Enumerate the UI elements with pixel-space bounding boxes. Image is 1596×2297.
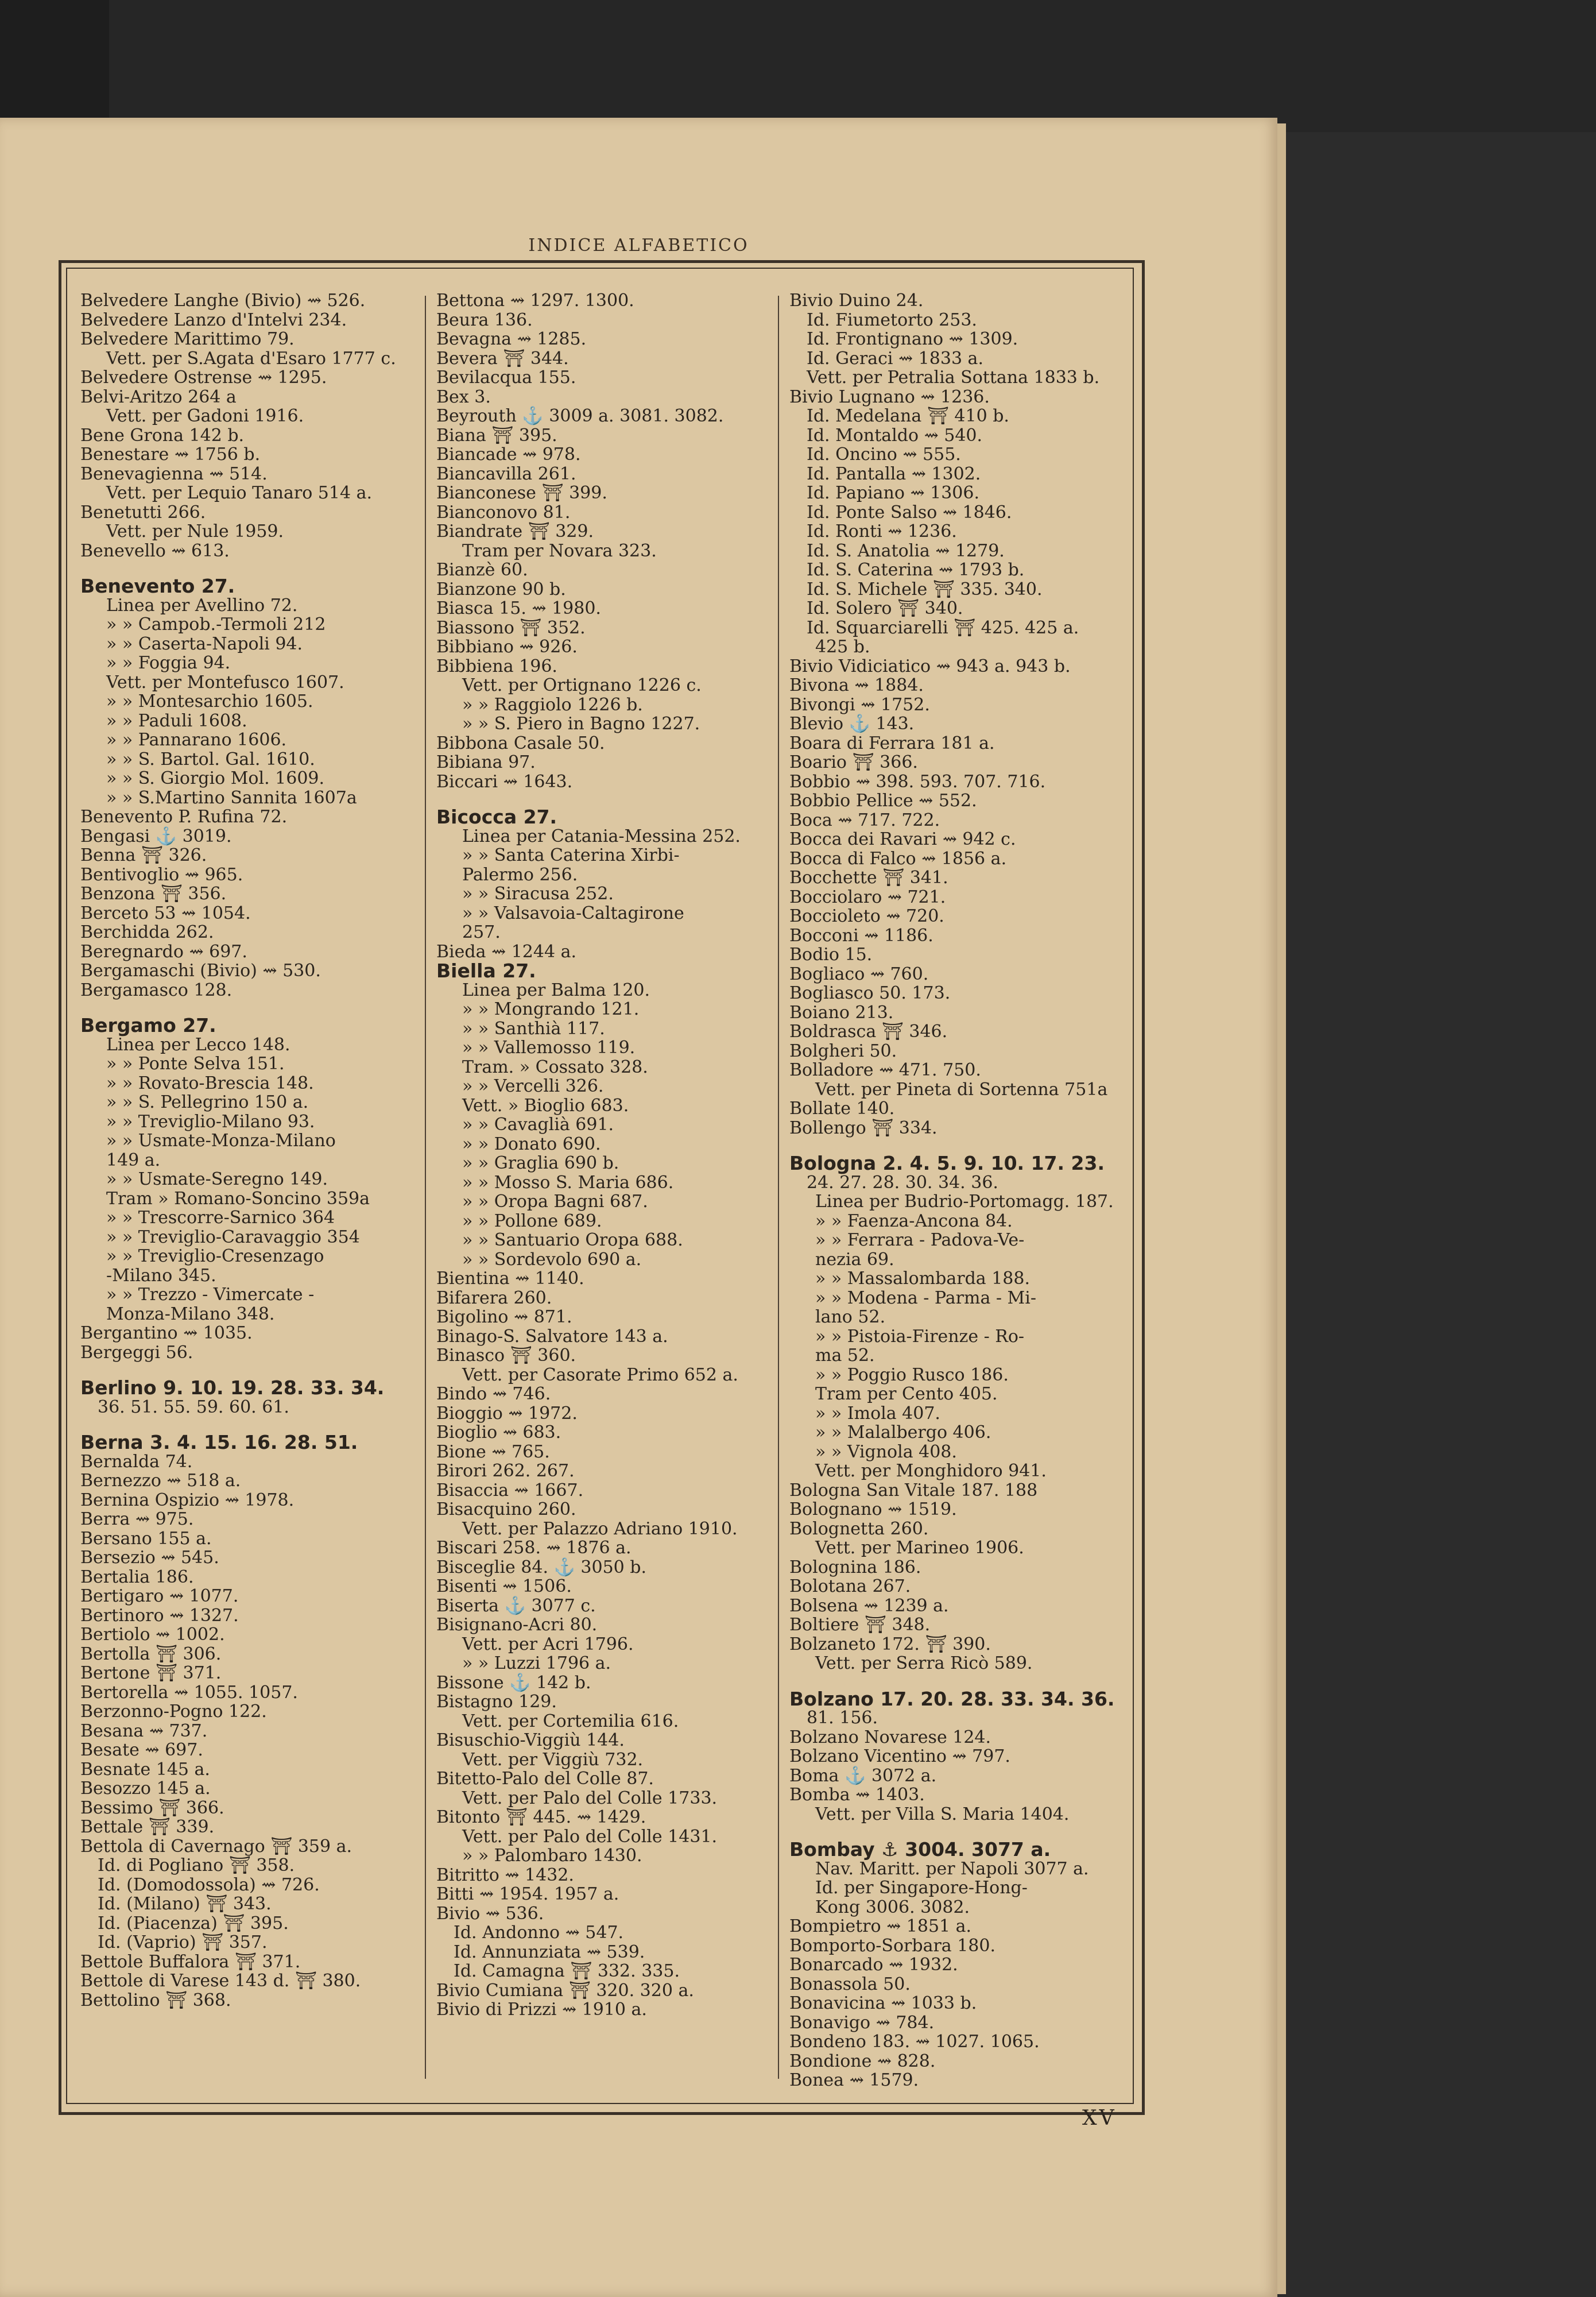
index-entry: Id. di Pogliano ⛩ 358. — [98, 1855, 295, 1876]
index-entry: » » Raggiolo 1226 b. — [462, 694, 643, 715]
index-entry: 425 b. — [815, 637, 870, 657]
index-entry: Boccioleto ⇝ 720. — [789, 906, 944, 926]
index-entry: Bifarera 260. — [436, 1287, 552, 1308]
index-entry: Bettolino ⛩ 368. — [80, 1990, 231, 2010]
index-entry: Bioggio ⇝ 1972. — [436, 1403, 578, 1424]
index-entry: Boara di Ferrara 181 a. — [789, 733, 995, 753]
index-entry: Besnate 145 a. — [80, 1759, 210, 1780]
index-entry: » » S.Martino Sannita 1607a — [106, 787, 357, 808]
index-entry: » » Trezzo - Vimercate - — [106, 1285, 315, 1305]
index-entry: Benna ⛩ 326. — [80, 845, 207, 865]
index-entry: lano 52. — [815, 1307, 886, 1327]
index-entry: Bocca dei Ravari ⇝ 942 c. — [789, 829, 1016, 849]
index-entry: Id. Solero ⛩ 340. — [807, 598, 963, 618]
page-number: XV — [1082, 2106, 1117, 2130]
index-entry: Vett. per Palo del Colle 1431. — [462, 1826, 718, 1847]
index-entry: Bertolla ⛩ 306. — [80, 1644, 222, 1664]
index-entry: Biancade ⇝ 978. — [436, 444, 581, 465]
index-entry: Benzona ⛩ 356. — [80, 884, 227, 904]
index-entry: -Milano 345. — [106, 1265, 216, 1286]
index-entry: Berzonno-Pogno 122. — [80, 1702, 267, 1722]
index-entry: Binago-S. Salvatore 143 a. — [436, 1326, 668, 1347]
index-entry: Bisenti ⇝ 1506. — [436, 1576, 572, 1596]
index-entry: Id. Oncino ⇝ 555. — [807, 444, 961, 465]
index-entry: Berra ⇝ 975. — [80, 1509, 194, 1529]
index-entry: Boma ⚓ 3072 a. — [789, 1765, 937, 1786]
index-entry: Vett. per Pineta di Sortenna 751a — [815, 1079, 1108, 1100]
index-entry: Bettola di Cavernago ⛩ 359 a. — [80, 1836, 352, 1857]
index-entry: Biccari ⇝ 1643. — [436, 771, 573, 792]
index-entry: Bodio 15. — [789, 945, 873, 965]
index-entry: 81. 156. — [807, 1708, 878, 1728]
index-entry: » » Cavaglià 691. — [462, 1115, 614, 1135]
index-entry: Bertinoro ⇝ 1327. — [80, 1605, 239, 1626]
index-entry: Bibiana 97. — [436, 752, 536, 772]
index-entry: » » Poggio Rusco 186. — [815, 1364, 1009, 1385]
index-entry: Bolognano ⇝ 1519. — [789, 1499, 957, 1519]
index-entry: Id. (Domodossola) ⇝ 726. — [98, 1874, 320, 1895]
index-entry: Vett. per Palo del Colle 1733. — [462, 1788, 718, 1808]
index-entry: Biassono ⛩ 352. — [436, 617, 586, 638]
index-entry: Id. (Milano) ⛩ 343. — [98, 1894, 272, 1914]
index-entry: Linea per Lecco 148. — [106, 1034, 290, 1055]
index-entry: Besozzo 145 a. — [80, 1778, 211, 1799]
index-entry: Berceto 53 ⇝ 1054. — [80, 903, 251, 923]
index-entry: Id. Pantalla ⇝ 1302. — [807, 463, 981, 484]
index-entry: Bitetto-Palo del Colle 87. — [436, 1769, 654, 1789]
index-entry: » » Siracusa 252. — [462, 884, 614, 904]
index-entry: Bitti ⇝ 1954. 1957 a. — [436, 1884, 619, 1904]
index-entry: Id. (Vaprio) ⛩ 357. — [98, 1932, 268, 1952]
index-entry: » » Mongrando 121. — [462, 999, 640, 1019]
index-entry: Bergeggi 56. — [80, 1342, 193, 1363]
index-entry: Bobbio Pellice ⇝ 552. — [789, 791, 977, 811]
index-entry: Vett. per Monghidoro 941. — [815, 1461, 1047, 1481]
index-entry: Tram. » Cossato 328. — [462, 1057, 648, 1077]
index-entry: Bettale ⛩ 339. — [80, 1817, 215, 1837]
index-entry: Bivio ⇝ 536. — [436, 1903, 544, 1924]
index-entry: Bivio Vidiciatico ⇝ 943 a. 943 b. — [789, 656, 1071, 676]
index-entry: Bibbiena 196. — [436, 656, 557, 676]
index-entry: Bivio di Prizzi ⇝ 1910 a. — [436, 2000, 647, 2020]
index-entry: Bolotana 267. — [789, 1576, 911, 1596]
index-entry: » » Mosso S. Maria 686. — [462, 1172, 674, 1193]
index-entry: » » Valsavoia-Caltagirone — [462, 903, 684, 923]
index-column-3 — [789, 291, 1134, 2090]
index-entry: Bolzano Novarese 124. — [789, 1727, 991, 1747]
index-entry: Belvedere Marittimo 79. — [80, 329, 295, 349]
index-entry: Bex 3. — [436, 386, 491, 407]
index-entry: Monza-Milano 348. — [106, 1304, 275, 1324]
index-entry: Id. Geraci ⇝ 1833 a. — [807, 348, 983, 369]
index-entry: Vett. per Marineo 1906. — [815, 1538, 1024, 1558]
index-entry: Bergamasco 128. — [80, 980, 233, 1000]
index-entry: Vett. per Serra Ricò 589. — [815, 1653, 1033, 1673]
index-entry: Biancavilla 261. — [436, 463, 576, 484]
index-entry: Id. Medelana ⛩ 410 b. — [807, 406, 1009, 426]
index-entry: » » S. Bartol. Gal. 1610. — [106, 749, 315, 769]
index-entry: Bernina Ospizio ⇝ 1978. — [80, 1490, 295, 1510]
index-entry: Bettole di Varese 143 d. ⛩ 380. — [80, 1971, 361, 1991]
index-entry: Berchidda 262. — [80, 922, 214, 942]
index-entry: Linea per Avellino 72. — [106, 595, 298, 616]
index-entry: Beura 136. — [436, 310, 533, 330]
index-entry: Bibbona Casale 50. — [436, 733, 605, 753]
index-entry: Bisceglie 84. ⚓ 3050 b. — [436, 1557, 647, 1577]
index-entry: » » Modena - Parma - Mi- — [815, 1287, 1036, 1308]
index-entry: Id. Annunziata ⇝ 539. — [454, 1942, 645, 1962]
index-entry: Bergamo 27. — [80, 1014, 216, 1037]
index-entry: » » Pollone 689. — [462, 1211, 602, 1231]
index-entry: Bertiolo ⇝ 1002. — [80, 1625, 225, 1645]
index-entry: Bergantino ⇝ 1035. — [80, 1323, 253, 1343]
index-entry: Linea per Balma 120. — [462, 980, 650, 1000]
index-entry: Bollate 140. — [789, 1099, 895, 1119]
index-entry: Bisuschio-Viggiù 144. — [436, 1730, 625, 1750]
index-entry: Vett. per Casorate Primo 652 a. — [462, 1364, 738, 1385]
index-entry: Id. Camagna ⛩ 332. 335. — [454, 1961, 680, 1981]
index-entry: Tram per Novara 323. — [462, 540, 657, 561]
index-entry: Bonarcado ⇝ 1932. — [789, 1955, 958, 1975]
index-entry: Biscari 258. ⇝ 1876 a. — [436, 1538, 632, 1558]
index-entry: » » Faenza-Ancona 84. — [815, 1211, 1013, 1231]
index-entry: Bianconovo 81. — [436, 502, 571, 523]
index-entry: Vett. per Acri 1796. — [462, 1634, 634, 1654]
index-entry: Vett. per Villa S. Maria 1404. — [815, 1804, 1070, 1824]
index-entry: 149 a. — [106, 1150, 161, 1170]
index-entry: » » Vignola 408. — [815, 1441, 957, 1462]
index-entry: Bivio Lugnano ⇝ 1236. — [789, 386, 990, 407]
index-entry: Bettona ⇝ 1297. 1300. — [436, 291, 634, 311]
index-entry: Vett. per Montefusco 1607. — [106, 672, 344, 693]
index-entry: » » Treviglio-Milano 93. — [106, 1111, 315, 1132]
index-entry: » » S. Giorgio Mol. 1609. — [106, 768, 325, 788]
index-entry: Bobbio ⇝ 398. 593. 707. 716. — [789, 771, 1046, 792]
index-entry: Berlino 9. 10. 19. 28. 33. 34. — [80, 1376, 385, 1399]
index-entry: » » Santuario Oropa 688. — [462, 1230, 683, 1250]
index-entry: Beyrouth ⚓ 3009 a. 3081. 3082. — [436, 406, 724, 426]
index-entry: Id. Squarciarelli ⛩ 425. 425 a. — [807, 617, 1079, 638]
index-entry: Bieda ⇝ 1244 a. — [436, 941, 576, 962]
index-entry: Bibbiano ⇝ 926. — [436, 637, 578, 657]
index-entry: Bisaccia ⇝ 1667. — [436, 1480, 584, 1501]
index-entry: Bengasi ⚓ 3019. — [80, 826, 232, 846]
index-entry: Benestare ⇝ 1756 b. — [80, 444, 261, 465]
index-entry: Bertalia 186. — [80, 1567, 194, 1587]
index-entry: » » S. Piero in Bagno 1227. — [462, 714, 700, 734]
index-entry: Benevello ⇝ 613. — [80, 540, 230, 561]
index-entry: » » Ferrara - Padova-Ve- — [815, 1230, 1025, 1250]
index-entry: » » Pannarano 1606. — [106, 730, 287, 750]
index-entry: Boca ⇝ 717. 722. — [789, 810, 940, 830]
index-entry: » » Massalombarda 188. — [815, 1269, 1031, 1289]
index-entry: » » Imola 407. — [815, 1403, 940, 1424]
index-entry: Bianzè 60. — [436, 560, 528, 580]
index-entry: Bollengo ⛩ 334. — [789, 1117, 938, 1138]
index-entry: Vett. per Viggiù 732. — [462, 1749, 644, 1770]
index-entry: » » Donato 690. — [462, 1134, 601, 1154]
index-entry: Id. S. Caterina ⇝ 1793 b. — [807, 560, 1025, 580]
index-entry: Linea per Catania-Messina 252. — [462, 826, 741, 846]
index-entry: Bentivoglio ⇝ 965. — [80, 864, 243, 885]
index-entry: Boltiere ⛩ 348. — [789, 1615, 931, 1635]
index-entry: Bonavicina ⇝ 1033 b. — [789, 1993, 977, 2013]
index-entry: ma 52. — [815, 1345, 875, 1366]
index-entry: Vett. per S.Agata d'Esaro 1777 c. — [106, 348, 396, 369]
index-entry: Bernezzo ⇝ 518 a. — [80, 1471, 241, 1491]
index-entry: » » Caserta-Napoli 94. — [106, 633, 303, 654]
index-entry: » » S. Pellegrino 150 a. — [106, 1092, 309, 1112]
index-entry: Id. Andonno ⇝ 547. — [454, 1923, 624, 1943]
index-entry: Bolzano Vicentino ⇝ 797. — [789, 1746, 1010, 1766]
index-entry: Bertorella ⇝ 1055. 1057. — [80, 1682, 298, 1703]
page-title: INDICE ALFABETICO — [528, 235, 749, 256]
index-entry: Bindo ⇝ 746. — [436, 1384, 551, 1404]
index-entry: Bicocca 27. — [436, 806, 557, 828]
index-entry: » » Oropa Bagni 687. — [462, 1192, 648, 1212]
index-entry: » » Usmate-Monza-Milano — [106, 1131, 336, 1151]
index-entry: Bogliasco 50. 173. — [789, 983, 951, 1003]
index-entry: Berna 3. 4. 15. 16. 28. 51. — [80, 1431, 358, 1453]
column-divider-1 — [425, 296, 426, 2079]
index-entry: Kong 3006. 3082. — [815, 1897, 970, 1917]
index-entry: Vett. » Bioglio 683. — [462, 1095, 629, 1116]
index-entry: Bertone ⛩ 371. — [80, 1663, 222, 1683]
index-entry: Bolzano 17. 20. 28. 33. 34. 36. — [789, 1687, 1115, 1710]
index-entry: Id. S. Anatolia ⇝ 1279. — [807, 540, 1005, 561]
index-entry: Bevera ⛩ 344. — [436, 348, 569, 369]
index-entry: Boario ⛩ 366. — [789, 752, 918, 772]
index-entry: Bergamaschi (Bivio) ⇝ 530. — [80, 961, 321, 981]
index-entry: Vett. per Cortemilia 616. — [462, 1711, 679, 1731]
index-entry: » » Rovato-Brescia 148. — [106, 1073, 314, 1093]
index-entry: Bolsena ⇝ 1239 a. — [789, 1595, 949, 1616]
index-entry: Biandrate ⛩ 329. — [436, 521, 594, 542]
column-divider-2 — [778, 296, 779, 2079]
index-entry: » » Palombaro 1430. — [462, 1846, 642, 1866]
index-entry: » » Santhià 117. — [462, 1018, 605, 1039]
index-entry: Bisignano-Acri 80. — [436, 1615, 598, 1635]
index-entry: Id. Ponte Salso ⇝ 1846. — [807, 502, 1012, 523]
index-entry: Bersezio ⇝ 545. — [80, 1548, 219, 1568]
index-entry: Id. Fiumetorto 253. — [807, 310, 977, 330]
index-entry: Vett. per Petralia Sottana 1833 b. — [807, 368, 1100, 388]
index-entry: 36. 51. 55. 59. 60. 61. — [98, 1397, 289, 1417]
index-entry: Bivongi ⇝ 1752. — [789, 694, 930, 715]
index-entry: Bioglio ⇝ 683. — [436, 1422, 561, 1443]
index-entry: Bivio Cumiana ⛩ 320. 320 a. — [436, 1980, 694, 2001]
index-entry: Bisacquino 260. — [436, 1499, 576, 1519]
index-entry: Benevagienna ⇝ 514. — [80, 463, 268, 484]
index-entry: 24. 27. 28. 30. 34. 36. — [807, 1172, 998, 1193]
index-entry: Bonassola 50. — [789, 1974, 911, 1994]
index-entry: Bivona ⇝ 1884. — [789, 675, 924, 695]
index-entry: Vett. per Gadoni 1916. — [106, 406, 304, 426]
index-entry: Id. S. Michele ⛩ 335. 340. — [807, 579, 1043, 600]
index-entry: Bologna San Vitale 187. 188 — [789, 1480, 1038, 1501]
index-entry: » » Ponte Selva 151. — [106, 1054, 285, 1074]
index-entry: Bitritto ⇝ 1432. — [436, 1865, 574, 1885]
index-entry: Bomporto-Sorbara 180. — [789, 1935, 996, 1956]
index-entry: » » Paduli 1608. — [106, 710, 247, 731]
index-entry: » » Graglia 690 b. — [462, 1153, 619, 1173]
index-entry: » » Luzzi 1796 a. — [462, 1653, 611, 1673]
index-entry: Boldrasca ⛩ 346. — [789, 1022, 948, 1042]
index-entry: » » Montesarchio 1605. — [106, 691, 313, 711]
index-entry: Bevagna ⇝ 1285. — [436, 329, 587, 349]
index-entry: Belvedere Lanzo d'Intelvi 234. — [80, 310, 347, 330]
index-entry: Vett. per Palazzo Adriano 1910. — [462, 1518, 738, 1539]
index-entry: Biasca 15. ⇝ 1980. — [436, 598, 601, 618]
index-entry: Bertigaro ⇝ 1077. — [80, 1586, 239, 1606]
index-entry: Biana ⛩ 395. — [436, 425, 557, 446]
index-column-2 — [436, 291, 769, 2020]
index-entry: Bolognina 186. — [789, 1557, 921, 1577]
index-entry: Bione ⇝ 765. — [436, 1441, 550, 1462]
index-entry: » » Malalbergo 406. — [815, 1422, 991, 1443]
index-entry: Bolognetta 260. — [789, 1518, 929, 1539]
index-entry: Id. per Singapore-Hong- — [815, 1878, 1028, 1898]
index-entry: Belvedere Ostrense ⇝ 1295. — [80, 368, 327, 388]
index-entry: Bondeno 183. ⇝ 1027. 1065. — [789, 2032, 1040, 2052]
index-entry: Nav. Maritt. per Napoli 3077 a. — [815, 1858, 1089, 1879]
index-entry: Biella 27. — [436, 960, 536, 982]
index-entry: Bistagno 129. — [436, 1692, 557, 1712]
index-entry: » » Vercelli 326. — [462, 1076, 604, 1096]
index-entry: Bogliaco ⇝ 760. — [789, 964, 929, 984]
index-entry: Bersano 155 a. — [80, 1528, 212, 1549]
index-entry: Tram » Romano-Soncino 359a — [106, 1188, 370, 1209]
index-entry: » » Santa Caterina Xirbi- — [462, 845, 680, 865]
index-entry: Bevilacqua 155. — [436, 368, 576, 388]
index-entry: » » Sordevolo 690 a. — [462, 1249, 642, 1270]
index-entry: Bompietro ⇝ 1851 a. — [789, 1916, 972, 1936]
index-entry: Belvi-Aritzo 264 a — [80, 386, 237, 407]
index-entry: Vett. per Lequio Tanaro 514 a. — [106, 483, 373, 503]
index-entry: Id. Ronti ⇝ 1236. — [807, 521, 957, 542]
index-entry: » » Trescorre-Sarnico 364 — [106, 1208, 335, 1228]
background-top — [0, 0, 1596, 132]
index-entry: Bondione ⇝ 828. — [789, 2051, 936, 2071]
index-entry: Bianconese ⛩ 399. — [436, 483, 607, 503]
index-column-1 — [80, 291, 419, 2010]
index-entry: Biserta ⚓ 3077 c. — [436, 1595, 596, 1616]
index-entry: Bonea ⇝ 1579. — [789, 2070, 919, 2090]
index-entry: » » Treviglio-Caravaggio 354 — [106, 1227, 360, 1247]
index-entry: » » Vallemosso 119. — [462, 1038, 636, 1058]
index-entry: Boiano 213. — [789, 1002, 894, 1023]
index-entry: Bitonto ⛩ 445. ⇝ 1429. — [436, 1807, 646, 1827]
index-entry: » » Treviglio-Cresenzago — [106, 1246, 324, 1266]
index-entry: Bianzone 90 b. — [436, 579, 566, 600]
index-entry: » » Foggia 94. — [106, 653, 231, 673]
index-entry: Blevio ⚓ 143. — [789, 714, 915, 734]
index-entry: » » Pistoia-Firenze - Ro- — [815, 1326, 1025, 1347]
index-entry: Bombay ⚓ 3004. 3077 a. — [789, 1838, 1051, 1861]
index-entry: Besana ⇝ 737. — [80, 1720, 208, 1741]
index-entry: Belvedere Langhe (Bivio) ⇝ 526. — [80, 291, 366, 311]
index-entry: Bigolino ⇝ 871. — [436, 1307, 572, 1327]
index-entry: nezia 69. — [815, 1249, 894, 1270]
index-entry: 257. — [462, 922, 501, 942]
index-entry: Linea per Budrio-Portomagg. 187. — [815, 1192, 1114, 1212]
index-entry: Id. Papiano ⇝ 1306. — [807, 483, 980, 503]
index-entry: Tram per Cento 405. — [815, 1384, 998, 1404]
index-entry: Bessimo ⛩ 366. — [80, 1797, 224, 1818]
index-entry: Bene Grona 142 b. — [80, 425, 245, 446]
index-entry: Bientina ⇝ 1140. — [436, 1269, 584, 1289]
index-entry: Bolgheri 50. — [789, 1041, 897, 1061]
index-entry: Bonavigo ⇝ 784. — [789, 2012, 935, 2033]
index-entry: Binasco ⛩ 360. — [436, 1345, 576, 1366]
index-entry: Bocconi ⇝ 1186. — [789, 925, 933, 946]
index-entry: Bomba ⇝ 1403. — [789, 1785, 925, 1805]
index-entry: Bolzaneto 172. ⛩ 390. — [789, 1634, 991, 1654]
index-entry: Benevento P. Rufina 72. — [80, 807, 288, 827]
index-entry: Id. (Piacenza) ⛩ 395. — [98, 1913, 289, 1933]
index-entry: Bocciolaro ⇝ 721. — [789, 887, 946, 907]
index-entry: Vett. per Ortignano 1226 c. — [462, 675, 702, 695]
index-entry: » » Usmate-Seregno 149. — [106, 1169, 328, 1189]
index-entry: Bissone ⚓ 142 b. — [436, 1672, 591, 1693]
index-entry: Besate ⇝ 697. — [80, 1740, 203, 1760]
index-entry: » » Campob.-Termoli 212 — [106, 614, 326, 635]
index-entry: Bettole Buffalora ⛩ 371. — [80, 1951, 301, 1972]
index-entry: Beregnardo ⇝ 697. — [80, 941, 247, 962]
index-entry: Bernalda 74. — [80, 1451, 193, 1472]
index-entry: Id. Montaldo ⇝ 540. — [807, 425, 983, 446]
index-entry: Bolladore ⇝ 471. 750. — [789, 1060, 981, 1080]
index-entry: Palermo 256. — [462, 864, 578, 885]
index-entry: Id. Frontignano ⇝ 1309. — [807, 329, 1018, 349]
index-entry: Benetutti 266. — [80, 502, 206, 523]
index-entry: Bologna 2. 4. 5. 9. 10. 17. 23. — [789, 1152, 1105, 1174]
index-entry: Bivio Duino 24. — [789, 291, 924, 311]
index-entry: Birori 262. 267. — [436, 1461, 575, 1481]
index-entry: Benevento 27. — [80, 575, 235, 597]
index-entry: Bocca di Falco ⇝ 1856 a. — [789, 848, 1007, 869]
index-entry: Vett. per Nule 1959. — [106, 521, 284, 542]
index-entry: Bocchette ⛩ 341. — [789, 868, 948, 888]
